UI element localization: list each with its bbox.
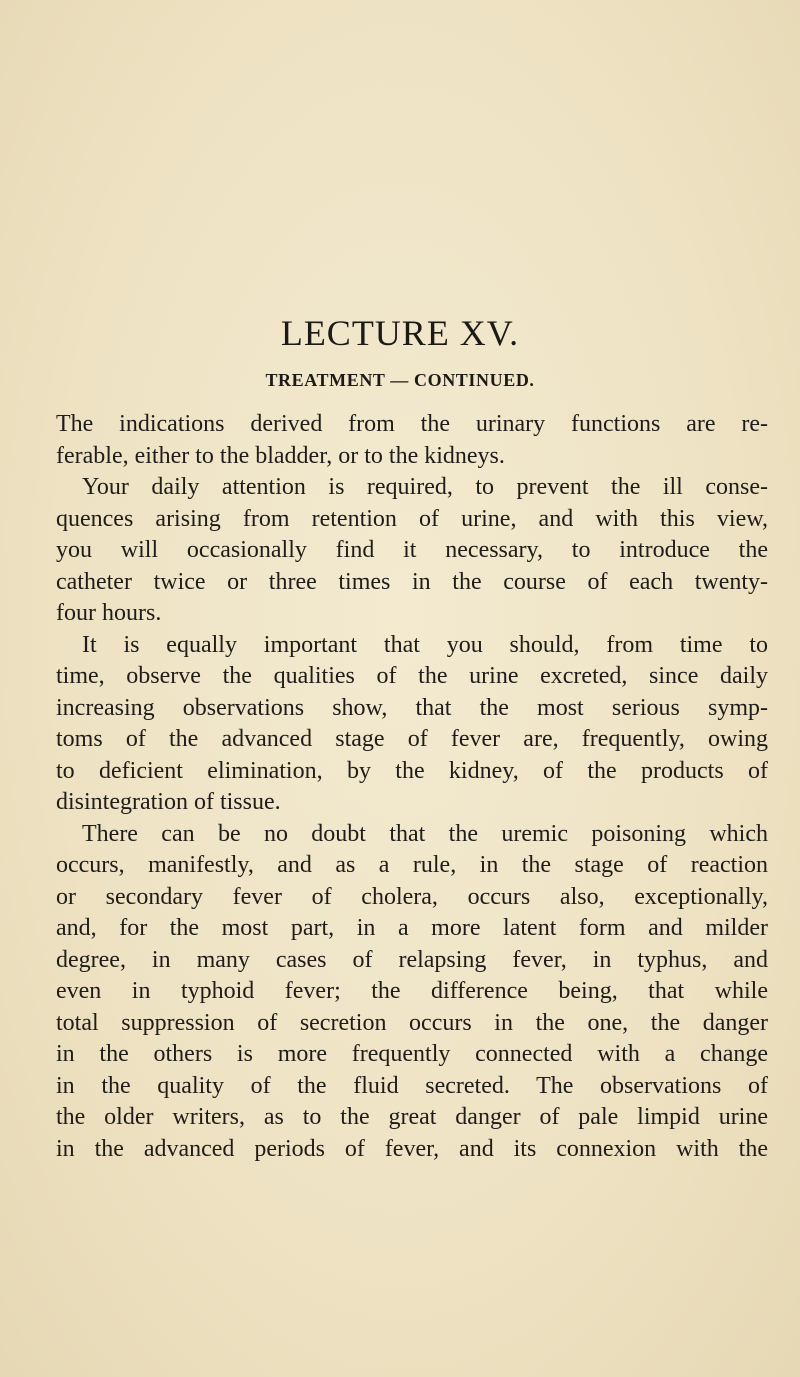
text-line: catheter twice or three times in the course of each twenty- — [56, 568, 768, 595]
text-line: toms of the advanced stage of fever are, frequently, owing — [56, 726, 768, 752]
text-line: ferable, either to the bladder, or to the kidneys. — [56, 442, 505, 469]
lecture-title: LECTURE XV. — [280, 313, 520, 353]
text-line: Your daily attention is required, to prevent the ill conse- — [82, 474, 768, 500]
body-text — [56, 409, 768, 1165]
text-line: in the advanced periods of fever, and its connexion with the — [56, 1135, 768, 1162]
text-line: the older writers, as to the great danger of pale limpid urine — [56, 1104, 768, 1130]
text-line: you will occasionally find it necessary, to introduce the — [56, 537, 768, 563]
text-line: There can be no doubt that the uremic poisoning which — [82, 820, 768, 847]
text-line: in the quality of the fluid secreted. The observations of — [56, 1072, 768, 1099]
text-line: to deficient elimination, by the kidney, of the products of — [56, 757, 768, 784]
text-line: total suppression of secretion occurs in the one, the danger — [56, 1009, 768, 1036]
text-line: occurs, manifestly, and as a rule, in the stage of reaction — [56, 852, 768, 878]
section-subtitle: TREATMENT — CONTINUED. — [265, 370, 535, 390]
text-line: time, observe the qualities of the urine excreted, since daily — [56, 663, 768, 689]
text-line: four hours. — [56, 600, 162, 626]
text-line: or secondary fever of cholera, occurs also, exceptionally, — [56, 883, 768, 910]
text-line: increasing observations show, that the most serious symp- — [56, 694, 768, 721]
text-line: The indications derived from the urinary functions are re- — [56, 411, 768, 437]
text-line: even in typhoid fever; the difference being, that while — [56, 978, 768, 1004]
text-line: quences arising from retention of urine, and with this view, — [56, 505, 768, 532]
text-line: degree, in many cases of relapsing fever, in typhus, and — [56, 946, 768, 973]
text-line: in the others is more frequently connected with a change — [56, 1041, 768, 1067]
text-line: disintegration of tissue. — [56, 789, 281, 815]
text-line: and, for the most part, in a more latent form and milder — [56, 915, 768, 941]
text-line: It is equally important that you should, from time to — [82, 631, 768, 658]
